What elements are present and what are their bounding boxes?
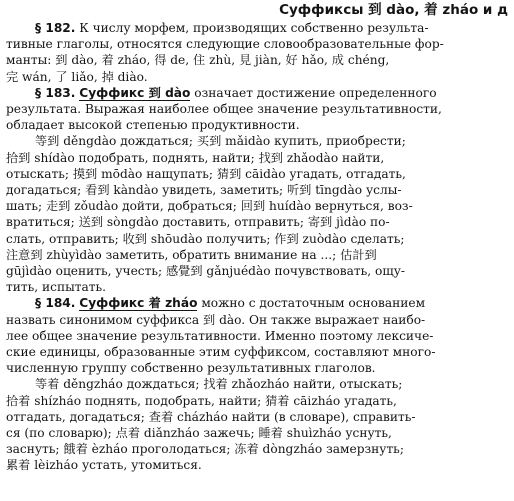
running-head: Суффиксы 到 dào, 着 zháo и д xyxy=(279,2,508,18)
text-line: ские единицы, образованные этим суффиксом, составляют много- xyxy=(6,345,436,360)
example-line: 等着 děngzháo дождаться; 找着 zhǎozháo найти, отыскать; xyxy=(35,377,403,392)
text-line: назвать синонимом суффикса 到 dào. Он также выражает наибо- xyxy=(6,312,426,327)
section-183-line-1: § 183. Суффикс 到 dào означает достижение определенного xyxy=(35,85,437,100)
example-line: тить, испытать. xyxy=(6,280,107,295)
example-line: заснуть; 餓着 èzháo проголодаться; 冻着 dòngzháo замерзнуть; xyxy=(6,442,404,457)
text-line: численную группу собственно результативных глаголов. xyxy=(6,361,376,376)
text-line: результата. Выражая наиболее общее значение результативности, xyxy=(6,102,442,117)
text-line: обладает высокой степенью продуктивности. xyxy=(6,118,300,133)
section-184-line-1: § 184. Суффикс 着 zháo можно с достаточным основанием xyxy=(35,296,426,311)
example-line: 拾着 shízháo поднять, подобрать, найти; 猜着 cāizháo угадать, xyxy=(6,393,397,408)
example-line: вратиться; 送到 sòngdào доставить, отправить; 寄到 jìdào по- xyxy=(6,215,390,230)
text-line: лее общее значение результативности. Именно поэтому лексиче- xyxy=(6,328,434,343)
text-line: 完 wán, 了 liǎo, 掉 diào. xyxy=(6,69,148,84)
example-line: слать, отправить; 收到 shōudào получить; 作到 zuòdào сделать; xyxy=(6,231,405,246)
example-line: 累着 lèizháo устать, утомиться. xyxy=(6,458,202,473)
example-line: догадаться; 看到 kàndào увидеть, заметить; 听到 tīngdào услы- xyxy=(6,183,402,198)
text-line: манты: 到 dào, 着 zháo, 得 de, 住 zhù, 見 jiàn, 好 hǎo, 成 chéng, xyxy=(6,53,390,68)
example-line: 拾到 shídào подобрать, поднять, найти; 找到 zhǎodào найти, xyxy=(6,150,385,165)
example-line: 注意到 zhùyìdào заметить, обратить внимание на ...; 估計到 xyxy=(6,247,377,262)
body-text xyxy=(6,20,508,474)
example-line: шать; 走到 zǒudào дойти, добраться; 回到 huídào вернуться, воз- xyxy=(6,199,413,214)
example-line: 等到 děngdào дождаться; 买到 mǎidào купить, приобрести; xyxy=(35,134,406,149)
section-182-line-1: § 182. К числу морфем, производящих собственно результа- xyxy=(35,21,429,35)
example-line: ся (по словарю); 点着 diǎnzháo зажечь; 睡着 shuìzháo уснуть, xyxy=(6,426,392,441)
example-line: отгадать, догадаться; 查着 cházháo найти (в словаре), справить- xyxy=(6,409,416,424)
text-line: тивные глаголы, относятся следующие словообразовательные фор- xyxy=(6,37,444,52)
example-line: отыскать; 摸到 mōdào нащупать; 猜到 cāidào угадать, отгадать, xyxy=(6,166,406,181)
example-line: gūjìdào оценить, учесть; 感覺到 gǎnjuédào почувствовать, ощу- xyxy=(6,264,405,279)
